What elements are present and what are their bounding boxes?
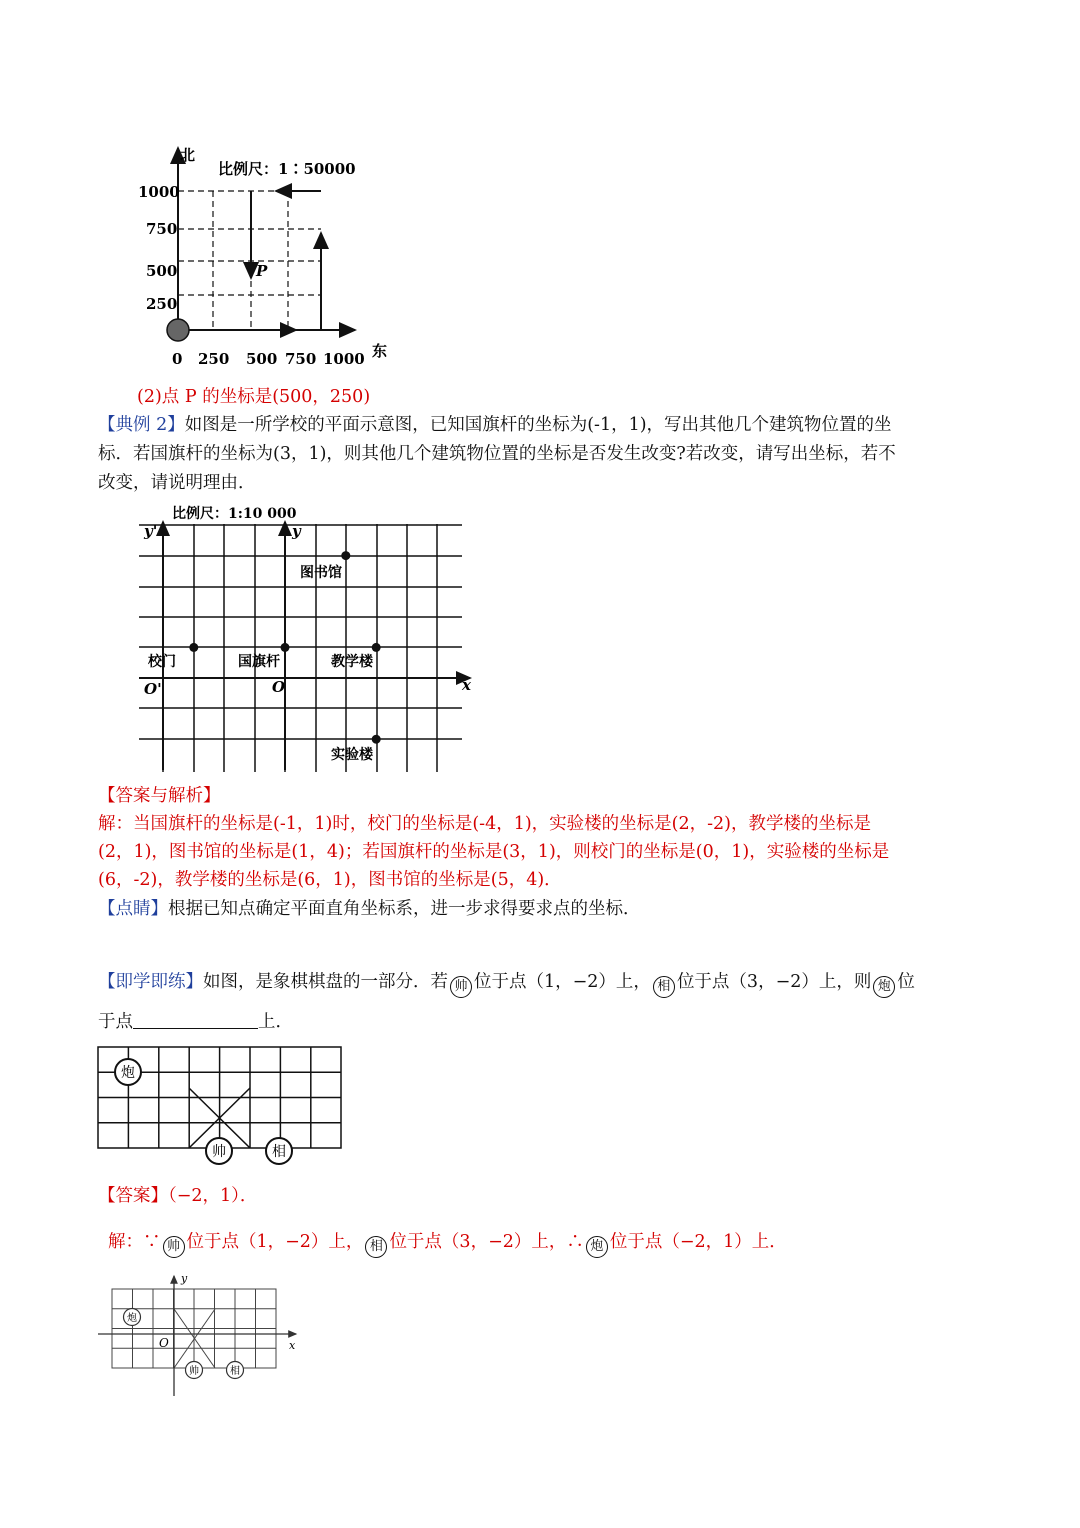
solution-text-b: 位于点（1，−2）上，	[186, 1232, 364, 1252]
school-grid	[139, 524, 462, 772]
point-p-label: P	[256, 262, 268, 280]
practice-text-c: 位于点（3，−2）上，则	[676, 972, 872, 992]
xiang-piece-icon: 相	[653, 976, 675, 998]
o-label: O	[272, 678, 286, 696]
figure-chess-axes	[96, 1270, 306, 1400]
figure-school-map	[134, 500, 479, 775]
flagpole-label: 国旗杆	[238, 654, 280, 670]
x-tick-250: 250	[198, 350, 230, 368]
x-label-4: x	[289, 1339, 296, 1352]
example2-line2: 标．若国旗杆的坐标为(3，1)，则其他几个建筑物位置的坐标是否发生改变?若改变，请写出坐标，若不	[98, 444, 896, 464]
tip-tag: 【点睛】	[98, 899, 168, 919]
east-label: 东	[372, 342, 388, 360]
o-label-4: O	[159, 1336, 169, 1350]
x-tick-1000: 1000	[323, 350, 365, 368]
practice-text-d: 位	[897, 972, 915, 992]
xiang-piece	[266, 1138, 292, 1164]
solution-pao-icon: 炮	[586, 1236, 608, 1258]
north-label: 北	[180, 146, 196, 164]
example2-line3: 改变，请说明理由．	[98, 473, 256, 493]
pao-piece	[115, 1059, 141, 1085]
shuai-piece	[206, 1138, 232, 1164]
answer-tag: 【答案】	[98, 1186, 168, 1206]
school-gate-label: 校门	[148, 654, 176, 670]
library-label: 图书馆	[300, 565, 342, 581]
pao-piece-icon: 炮	[873, 976, 895, 998]
teaching-building-label: 教学楼	[331, 654, 373, 670]
shuai-piece-4	[186, 1362, 203, 1379]
y-prime-label: y'	[144, 522, 158, 540]
svg-text:相: 相	[230, 1366, 240, 1377]
origin-dot	[167, 319, 189, 341]
example2-text1: 如图是一所学校的平面示意图，已知国旗杆的坐标为(-1，1)，写出其他几个建筑物位置的坐	[184, 415, 892, 435]
svg-text:相: 相	[272, 1144, 286, 1160]
shuai-piece-icon: 帅	[450, 976, 472, 998]
answer-value: （−2，1）．	[168, 1186, 258, 1206]
building-point-4	[372, 735, 381, 744]
building-point-2	[281, 643, 290, 652]
solution-prefix: 解：∵	[108, 1232, 161, 1252]
analysis-tag: 【答案与解析】	[98, 786, 221, 806]
practice-text-a: 如图，是象棋棋盘的一部分．若	[203, 972, 448, 992]
chess-grid-2	[112, 1289, 276, 1368]
solution-text-d: 位于点（−2，1）上．	[609, 1232, 787, 1252]
solution-text-c: 位于点（3，−2）上，∴	[389, 1232, 584, 1252]
xiang-piece-4	[227, 1362, 244, 1379]
practice-tag: 【即学即练】	[98, 972, 203, 992]
lab-building-label: 实验楼	[331, 747, 373, 763]
building-point-3	[372, 643, 381, 652]
answer-blank	[133, 1010, 258, 1029]
figure-map-p	[130, 140, 400, 375]
o-prime-label: O'	[144, 680, 162, 698]
solution-line	[108, 1228, 787, 1258]
y-label-4: y	[181, 1272, 188, 1285]
y-tick-250: 250	[146, 295, 178, 313]
solution-xiang-icon: 相	[365, 1236, 387, 1258]
analysis-line3: (6，-2)，教学楼的坐标是(6，1)，图书馆的坐标是(5，4)．	[98, 870, 562, 890]
answer-line	[98, 1182, 257, 1210]
figure-chess-board	[96, 1044, 346, 1166]
answer-p-line: (2)点 P 的坐标是(500，250)	[137, 387, 371, 407]
y-tick-750: 750	[146, 220, 178, 238]
practice-text-b: 位于点（1，−2）上，	[474, 972, 651, 992]
x-tick-0: 0	[172, 350, 183, 368]
analysis-line1: 解：当国旗杆的坐标是(-1，1)时，校门的坐标是(-4，1)，实验楼的坐标是(2，-2)，教学楼的坐标是	[98, 814, 872, 834]
tip-text: 根据已知点确定平面直角坐标系，进一步求得要求点的坐标．	[168, 899, 641, 919]
y-tick-1000: 1000	[138, 183, 180, 201]
solution-shuai-icon: 帅	[163, 1236, 185, 1258]
svg-text:炮: 炮	[127, 1313, 137, 1324]
tip-line	[98, 895, 641, 923]
scale-label: 比例尺：1∶50000	[218, 160, 356, 178]
svg-text:帅: 帅	[212, 1144, 226, 1160]
y-label: y	[292, 522, 301, 540]
svg-text:帅: 帅	[189, 1366, 199, 1377]
practice-line1	[98, 968, 915, 998]
x-label: x	[462, 676, 471, 694]
scale-label-2: 比例尺：1:10 000	[172, 506, 297, 522]
svg-text:炮: 炮	[121, 1065, 135, 1081]
building-point-1	[189, 643, 198, 652]
x-tick-500: 500	[246, 350, 278, 368]
analysis-line2: (2，1)，图书馆的坐标是(1，4)；若国旗杆的坐标是(3，1)，则校门的坐标是(0，1)，实验楼的坐标是	[98, 842, 890, 862]
grid-dashed	[178, 191, 321, 330]
example2-line1	[98, 411, 892, 439]
practice-line2	[98, 1008, 293, 1036]
pao-piece-4	[124, 1309, 141, 1326]
example2-tag: 【典例 2】	[98, 415, 185, 435]
y-tick-500: 500	[146, 262, 178, 280]
practice-text-e: 于点	[98, 1012, 133, 1032]
x-tick-750: 750	[285, 350, 317, 368]
building-point-0	[341, 551, 350, 560]
practice-text-f: 上．	[258, 1012, 293, 1032]
